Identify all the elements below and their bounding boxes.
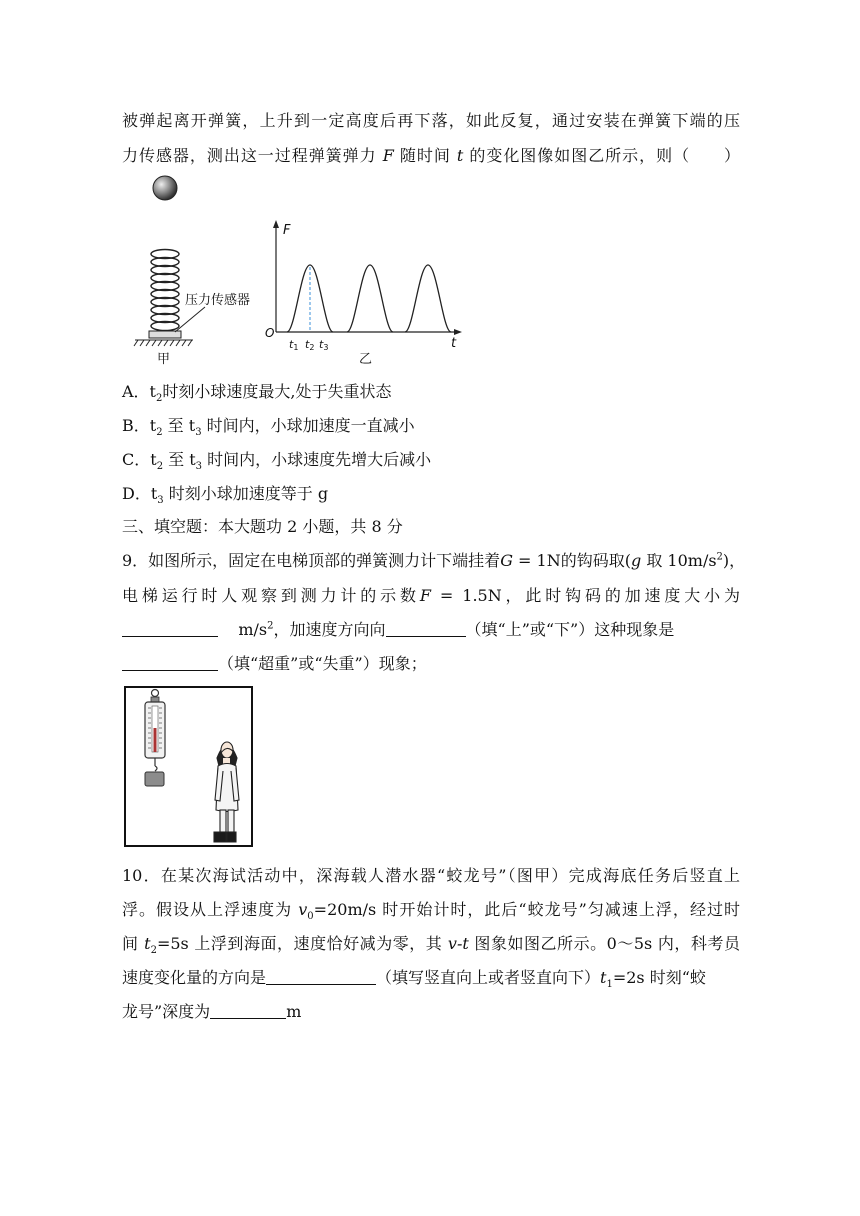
pressure-sensor <box>149 331 181 338</box>
hook-weight-icon <box>145 772 164 786</box>
answer-blank-phenomenon[interactable] <box>122 654 218 671</box>
tick-t3: t3 <box>319 338 329 352</box>
symbol-F: F <box>382 146 394 165</box>
axis-label-t: t <box>451 336 457 351</box>
q10-line-4: 速度变化量的方向是 （填写竖直向上或者竖直向下）$t_1=2s$ 时刻“蛟 <box>122 968 706 991</box>
intro-line-1: 被弹起离开弹簧，上升到一定高度后再下落，如此反复，通过安装在弹簧下端的压 <box>122 111 740 130</box>
sensor-label: 压力传感器 <box>185 293 251 308</box>
q9-line-4: （填“超重”或“失重”）现象； <box>122 653 427 675</box>
answer-blank-depth[interactable] <box>210 1002 286 1019</box>
q9-line-1: 9．如图所示，固定在电梯顶部的弹簧测力计下端挂着G = 1N的钩码取(g 取 $10m/s^2$)， <box>122 551 746 570</box>
q9-line-2: 电梯运行时人观察到测力计的示数F = 1.5N，此时钩码的加速度大小为 <box>122 586 740 605</box>
q10-line-5: 龙号”深度为 m <box>122 1002 302 1021</box>
symbol-t: t <box>456 146 464 165</box>
answer-blank-direction[interactable] <box>386 620 466 637</box>
q10-line-2: 浮。假设从上浮速度为 $v_0=20m/s$ 时开始计时，此后“蛟龙号”匀减速上浮，经过时 <box>122 900 740 923</box>
q9-line-3: $m/s^2$，加速度方向向 （填“上”或“下”）这种现象是 <box>122 619 674 641</box>
answer-blank-acceleration[interactable] <box>122 620 218 637</box>
q10-line-3: 间 $t_2=5s$ 上浮到海面，速度恰好减为零，其 v-t 图象如图乙所示。0～5s 内，科考员 <box>122 934 740 957</box>
option-A: A．$t_2$时刻小球速度最大,处于失重状态 <box>122 382 392 405</box>
q10-line-1: 10．在某次海试活动中，深海载人潜水器“蛟龙号”（图甲）完成海底任务后竖直上 <box>122 866 740 885</box>
section-heading: 三、填空题：本大题功 2 小题，共 8 分 <box>122 517 403 536</box>
intro-text: 随时间 <box>393 146 457 165</box>
option-D: D．$t_3$ 时刻小球加速度等于 g <box>122 484 329 507</box>
intro-line-2 <box>122 145 740 167</box>
intro-text: 力传感器，测出这一过程弹簧弹力 <box>122 146 383 165</box>
tick-t2: t2 <box>305 338 315 352</box>
option-C: C．$t_2$ 至 $t_3$ 时间内，小球速度先增大后减小 <box>122 450 432 473</box>
graph-axes <box>273 220 462 335</box>
answer-blank-direction-change[interactable] <box>266 968 376 985</box>
option-B: B．$t_2$ 至 $t_3$ 时间内，小球加速度一直减小 <box>122 416 415 439</box>
force-curve <box>287 265 451 332</box>
label-jia: 甲 <box>157 352 171 367</box>
spring-icon <box>151 250 179 331</box>
figure-elevator <box>124 686 254 848</box>
ground-hatching-icon <box>134 340 193 346</box>
intro-text: 的变化图像如图乙所示，则（ ） <box>463 146 741 165</box>
label-yi: 乙 <box>359 352 373 367</box>
tick-t1: t1 <box>289 338 299 352</box>
axis-label-F: F <box>283 223 291 238</box>
ball-icon <box>153 176 177 200</box>
origin-label: O <box>265 326 275 340</box>
figure-spring-force-graph <box>125 170 475 370</box>
